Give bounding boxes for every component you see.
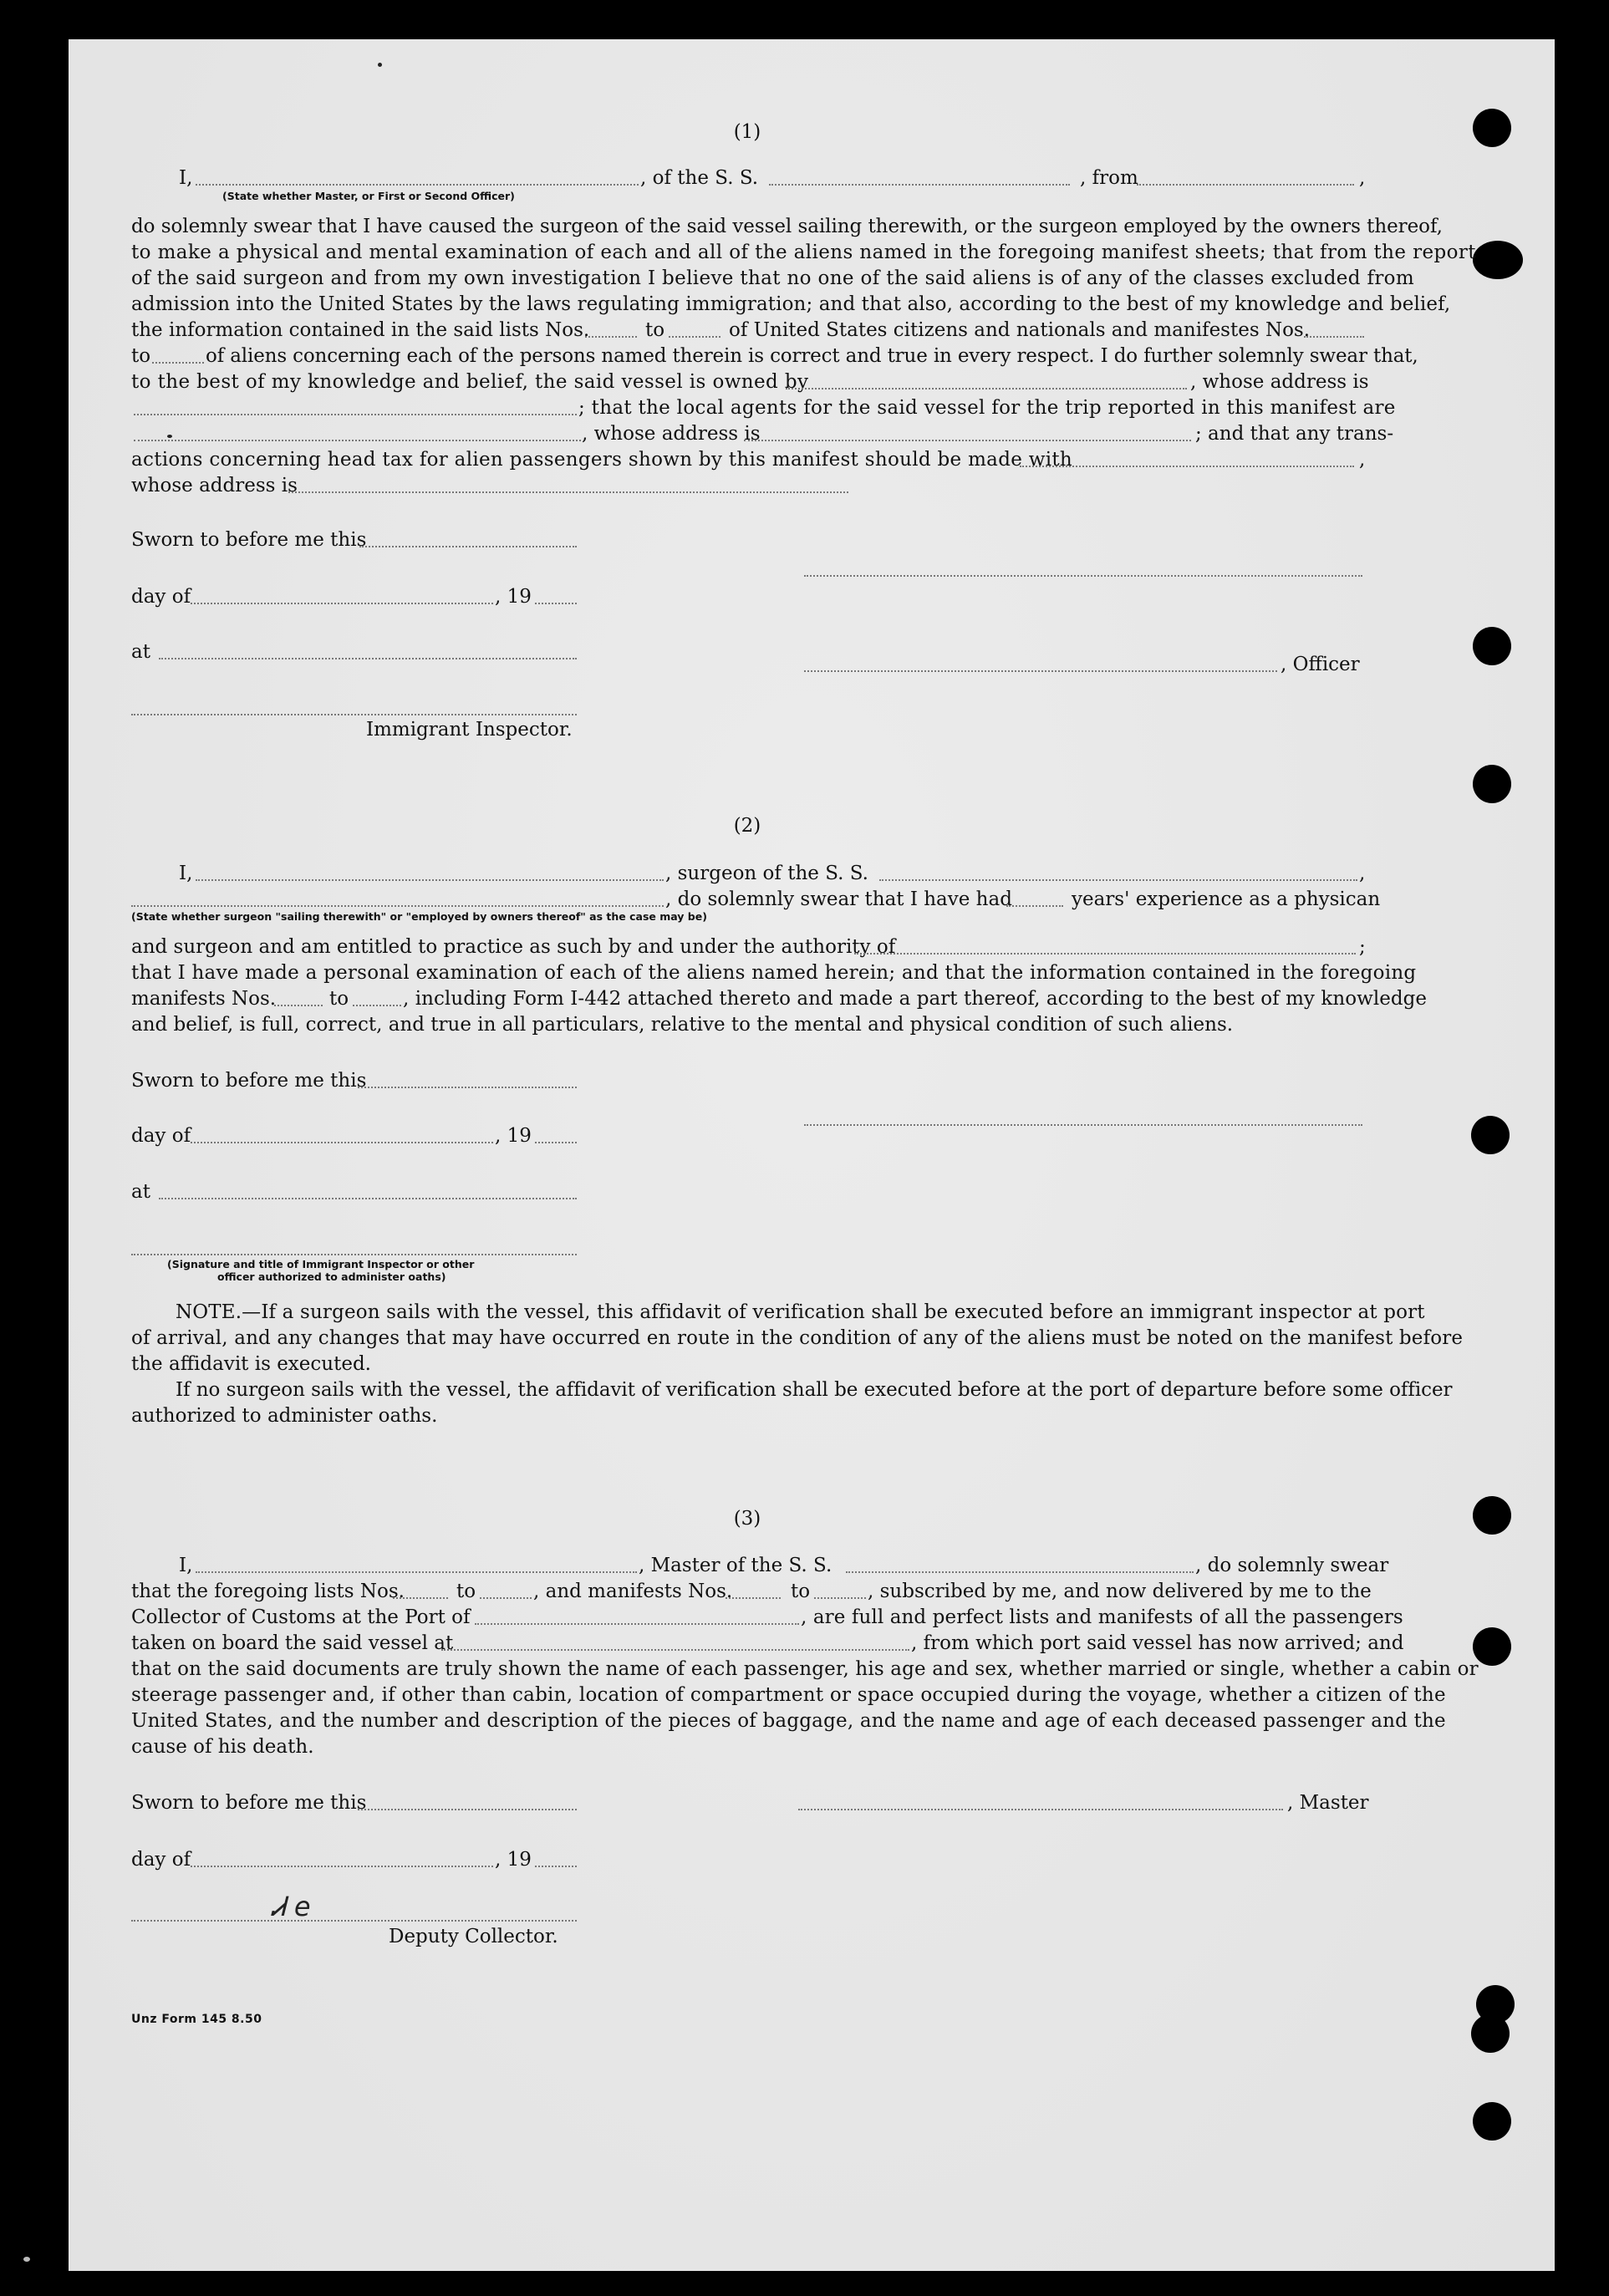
s3-l2c: , and manifests Nos. bbox=[533, 1581, 733, 1602]
form-number: Unz Form 145 8.50 bbox=[131, 2013, 262, 2026]
s1-line1-ofss: , of the S. S. bbox=[640, 167, 759, 189]
s1-l7b: , whose address is bbox=[1190, 371, 1369, 393]
s3-manifests-to-field[interactable] bbox=[814, 1597, 866, 1599]
s1-at-field[interactable] bbox=[159, 658, 577, 659]
s1-manifests-field[interactable] bbox=[1304, 336, 1364, 338]
s2-l5b: to bbox=[329, 988, 349, 1010]
s1-l9b: ; and that any trans- bbox=[1195, 423, 1394, 445]
s3-text-line: steerage passenger and, if other than cabin, location of compartment or space occupied during the voyage, whether a citizen of the bbox=[131, 1684, 1446, 1706]
s1-line1-from: , from bbox=[1080, 167, 1138, 189]
scan-speck bbox=[378, 63, 382, 67]
s2-authority-field[interactable] bbox=[854, 953, 1356, 955]
s1-text-line: of the said surgeon and from my own investigation I believe that no one of the said aliens is of any of the classes excluded from bbox=[131, 267, 1415, 289]
s2-at: at bbox=[131, 1181, 150, 1203]
s3-sworn: Sworn to before me this bbox=[131, 1792, 367, 1814]
punch-hole bbox=[1473, 1496, 1511, 1535]
s1-vessel-field[interactable] bbox=[769, 184, 1070, 186]
punch-hole bbox=[1473, 1627, 1511, 1666]
scan-speck bbox=[23, 2257, 30, 2262]
s1-signature-line[interactable] bbox=[804, 575, 1362, 577]
s3-l2e: , subscribed by me, and now delivered by me to the bbox=[868, 1581, 1372, 1602]
s2-note-line: of arrival, and any changes that may have occurred en route in the condition of any of the aliens must be noted on the manifest before bbox=[131, 1327, 1464, 1349]
s3-master-name-field[interactable] bbox=[196, 1571, 637, 1573]
s1-l10b: , bbox=[1359, 449, 1366, 471]
s3-master: , Master bbox=[1287, 1792, 1369, 1814]
handwritten-mark: Ꮧ e bbox=[272, 1891, 311, 1922]
punch-hole bbox=[1473, 765, 1511, 803]
s2-year-field[interactable] bbox=[535, 1142, 577, 1143]
s3-l3a: Collector of Customs at the Port of bbox=[131, 1606, 471, 1628]
s2-surgeon-name-field[interactable] bbox=[196, 879, 664, 881]
s3-text-line: cause of his death. bbox=[131, 1736, 314, 1758]
s1-headtax-address-field[interactable] bbox=[288, 491, 848, 493]
s3-sworn-field[interactable] bbox=[358, 1809, 577, 1810]
s1-line1-end: , bbox=[1359, 167, 1366, 189]
s1-l8: ; that the local agents for the said vessel for the trip reported in this manifest are bbox=[578, 397, 1396, 419]
s3-boarded-at-field[interactable] bbox=[441, 1649, 909, 1651]
s1-sworn-field[interactable] bbox=[359, 546, 577, 547]
punch-hole bbox=[1473, 241, 1523, 279]
s1-officer-line[interactable] bbox=[804, 670, 1277, 672]
s1-at: at bbox=[131, 641, 150, 663]
s2-note-line: the affidavit is executed. bbox=[131, 1353, 371, 1375]
s2-l2b: years' experience as a physican bbox=[1072, 888, 1381, 910]
s2-years-field[interactable] bbox=[1006, 905, 1063, 907]
s1-headtax-field[interactable] bbox=[1020, 466, 1354, 467]
s3-text-line: that on the said documents are truly shown the name of each passenger, his age and sex, whether married or single, whether a cabin or bbox=[131, 1658, 1479, 1680]
s3-port-field[interactable] bbox=[475, 1623, 799, 1625]
s1-from-field[interactable] bbox=[1137, 184, 1354, 186]
section-3-number: (3) bbox=[733, 1508, 761, 1530]
s3-l2d: to bbox=[791, 1581, 811, 1602]
s1-agents-address-field[interactable] bbox=[744, 440, 1191, 441]
s2-l3a: and surgeon and am entitled to practice as such by and under the authority of bbox=[131, 936, 896, 958]
s2-vessel-field[interactable] bbox=[879, 879, 1357, 881]
s1-l11: whose address is bbox=[131, 475, 298, 496]
s1-l6a: to bbox=[131, 345, 151, 367]
s3-lists-from-field[interactable] bbox=[393, 1597, 448, 1599]
s2-sig-note-2: officer authorized to administer oaths) bbox=[217, 1270, 446, 1283]
s3-l2a: that the foregoing lists Nos. bbox=[131, 1581, 405, 1602]
s1-officer-field[interactable] bbox=[196, 184, 639, 186]
s1-text-line: do solemnly swear that I have caused the surgeon of the said vessel sailing therewith, or the surgeon employed by the owners thereof, bbox=[131, 216, 1443, 237]
s3-l1c: , do solemnly swear bbox=[1195, 1555, 1389, 1576]
s1-l9a: , whose address is bbox=[582, 423, 761, 445]
s2-l5c: , including Form I-442 attached thereto and made a part thereof, according to the best of my knowledge bbox=[403, 988, 1428, 1010]
s3-l1a: I, bbox=[179, 1555, 193, 1576]
s2-year: , 19 bbox=[495, 1125, 532, 1147]
punch-hole bbox=[1473, 109, 1511, 147]
s1-lists-from-field[interactable] bbox=[585, 336, 637, 338]
s1-year-field[interactable] bbox=[535, 603, 577, 604]
s3-manifests-from-field[interactable] bbox=[726, 1597, 781, 1599]
s2-l5a: manifests Nos. bbox=[131, 988, 277, 1010]
s2-l3b: ; bbox=[1359, 936, 1366, 958]
s1-lists-to-field[interactable] bbox=[669, 336, 720, 338]
s2-l1c: , bbox=[1359, 863, 1366, 884]
section-2-number: (2) bbox=[733, 815, 761, 837]
s3-l1b: , Master of the S. S. bbox=[639, 1555, 833, 1576]
s2-inspector-line[interactable] bbox=[131, 1254, 577, 1255]
s1-year: , 19 bbox=[495, 586, 532, 608]
s2-surgeon-type-field[interactable] bbox=[131, 905, 664, 907]
s2-note-line: authorized to administer oaths. bbox=[131, 1405, 438, 1427]
s3-day-field[interactable] bbox=[191, 1866, 493, 1867]
s2-l6: and belief, is full, correct, and true in all particulars, relative to the mental and physical condition of such aliens. bbox=[131, 1014, 1234, 1036]
s2-manifests-from-field[interactable] bbox=[274, 1005, 323, 1006]
s2-l1b: , surgeon of the S. S. bbox=[665, 863, 868, 884]
s1-l10a: actions concerning head tax for alien passengers shown by this manifest should be made with bbox=[131, 449, 1073, 471]
s1-text-line: to make a physical and mental examination of each and all of the aliens named in the foregoing manifest sheets; that from the report bbox=[131, 242, 1476, 263]
s2-at-field[interactable] bbox=[159, 1198, 577, 1199]
s1-l5c: of United States citizens and nationals and manifestes Nos. bbox=[729, 319, 1311, 341]
punch-hole bbox=[1473, 2102, 1511, 2141]
punch-hole bbox=[1473, 627, 1511, 665]
s3-l2b: to bbox=[456, 1581, 476, 1602]
s1-owner-field[interactable] bbox=[786, 388, 1187, 389]
s3-lists-to-field[interactable] bbox=[480, 1597, 532, 1599]
s1-manifests-to-field[interactable] bbox=[152, 362, 204, 364]
s2-manifests-to-field[interactable] bbox=[353, 1005, 401, 1006]
s1-officer-note: (State whether Master, or First or Second Officer) bbox=[222, 190, 515, 202]
s3-year: , 19 bbox=[495, 1849, 532, 1871]
s3-text-line: United States, and the number and description of the pieces of baggage, and the name and age of each deceased passenger and the bbox=[131, 1710, 1446, 1732]
s1-line1-i: I, bbox=[179, 167, 193, 189]
s1-l5b: to bbox=[645, 319, 665, 341]
s2-day-of: day of bbox=[131, 1125, 191, 1147]
s1-inspector-line[interactable] bbox=[131, 714, 577, 715]
s2-sig-note-1: (Signature and title of Immigrant Inspector or other bbox=[167, 1258, 475, 1270]
s1-agents-field[interactable] bbox=[134, 440, 581, 441]
s2-l2a: , do solemnly swear that I have had bbox=[665, 888, 1012, 910]
s3-l3b: , are full and perfect lists and manifests of all the passengers bbox=[801, 1606, 1403, 1628]
punch-hole bbox=[1471, 2014, 1510, 2053]
s1-day-field[interactable] bbox=[191, 603, 493, 604]
s3-master-signature-line[interactable] bbox=[798, 1809, 1283, 1810]
s3-l4b: , from which port said vessel has now arrived; and bbox=[911, 1632, 1404, 1654]
section-1-number: (1) bbox=[733, 121, 761, 143]
s1-officer: , Officer bbox=[1281, 654, 1360, 675]
s1-day-of: day of bbox=[131, 586, 191, 608]
s2-surgeon-note: (State whether surgeon "sailing therewith" or "employed by owners thereof" as the case may be) bbox=[131, 910, 707, 923]
s3-year-field[interactable] bbox=[535, 1866, 577, 1867]
s2-sworn-field[interactable] bbox=[358, 1087, 577, 1088]
s2-l1a: I, bbox=[179, 863, 193, 884]
s2-note-line: If no surgeon sails with the vessel, the affidavit of verification shall be executed before at the port of departure before some officer bbox=[176, 1379, 1453, 1401]
s2-note-line: NOTE.—If a surgeon sails with the vessel, this affidavit of verification shall be executed before an immigrant inspector at port bbox=[176, 1301, 1425, 1323]
s3-l4a: taken on board the said vessel at bbox=[131, 1632, 454, 1654]
s2-l4: that I have made a personal examination of each of the aliens named herein; and that the information contained in the foregoing bbox=[131, 962, 1417, 984]
s1-l7a: to the best of my knowledge and belief, the said vessel is owned by bbox=[131, 371, 809, 393]
s1-l5a: the information contained in the said lists Nos. bbox=[131, 319, 590, 341]
s3-vessel-field[interactable] bbox=[846, 1571, 1194, 1573]
s2-day-field[interactable] bbox=[191, 1142, 493, 1143]
s2-signature-line[interactable] bbox=[804, 1124, 1362, 1126]
s1-owner-address-field[interactable] bbox=[134, 414, 577, 415]
s1-l6b: of aliens concerning each of the persons named therein is correct and true in every respect. I do further solemnly swear that, bbox=[206, 345, 1418, 367]
scan-speck bbox=[167, 435, 172, 438]
s1-sworn: Sworn to before me this bbox=[131, 529, 367, 551]
s3-day-of: day of bbox=[131, 1849, 191, 1871]
s1-inspector: Immigrant Inspector. bbox=[366, 719, 573, 741]
s3-deputy: Deputy Collector. bbox=[389, 1926, 558, 1947]
punch-hole bbox=[1471, 1116, 1510, 1154]
s3-deputy-line[interactable] bbox=[131, 1920, 577, 1922]
s1-text-line: admission into the United States by the laws regulating immigration; and that also, according to the best of my knowledge and belief, bbox=[131, 293, 1451, 315]
s2-sworn: Sworn to before me this bbox=[131, 1070, 367, 1092]
